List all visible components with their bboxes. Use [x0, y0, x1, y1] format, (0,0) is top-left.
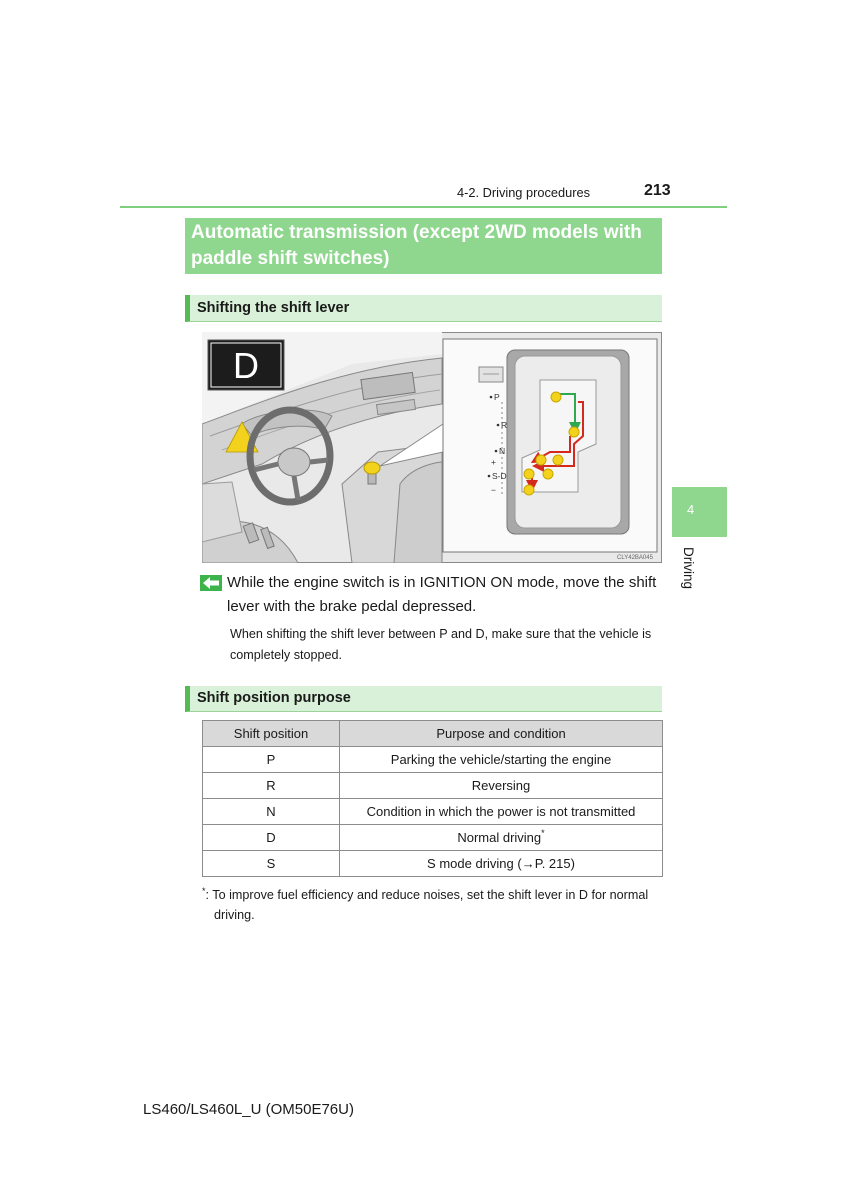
gate-label-plus: +	[491, 457, 496, 467]
chapter-tab	[672, 487, 727, 537]
footnote-text: : To improve fuel efficiency and reduce noises, set the shift lever in D for normal driving.	[205, 888, 649, 922]
gate-dot-p	[551, 392, 561, 402]
table-cell-position: P	[203, 747, 340, 773]
table-row	[203, 851, 663, 877]
table-cell-purpose: Reversing	[340, 773, 663, 799]
table-cell-purpose[interactable]: S mode driving (→P. 215)	[340, 851, 663, 877]
figure-code: CLY42BA045	[617, 555, 653, 561]
table-row	[203, 747, 663, 773]
table-cell-purpose: Condition in which the power is not transmitted	[340, 799, 663, 825]
note-text: When shifting the shift lever between P and D, make sure that the vehicle is completely stopped.	[230, 627, 652, 662]
table-header-row	[203, 721, 663, 747]
page-title: Automatic transmission (except 2WD models with paddle shift switches)	[185, 218, 662, 274]
table-header-position: Shift position	[203, 721, 340, 747]
header-rule	[120, 206, 727, 208]
shift-position-table	[202, 720, 663, 877]
section-heading-purpose: Shift position purpose	[185, 686, 662, 712]
table-cell-position: D	[203, 825, 340, 851]
table-cell-purpose: Parking the vehicle/starting the engine	[340, 747, 663, 773]
instruction-text: While the engine switch is in IGNITION ON mode, move the shift lever with the brake pedal depressed.	[227, 574, 657, 615]
model-footer: LS460/LS460L_U (OM50E76U)	[143, 1101, 354, 1118]
shift-lever-highlight	[364, 462, 380, 474]
gate-dot-r	[569, 427, 579, 437]
gate-label-r: R	[501, 420, 508, 430]
running-header-section: 4-2. Driving procedures	[457, 185, 591, 200]
footnote	[202, 885, 662, 925]
table-cell-position: S	[203, 851, 340, 877]
gate-label-sd: S-D	[492, 471, 507, 481]
steering-spoke-right	[310, 460, 328, 462]
gate-dot-plus	[543, 469, 553, 479]
gate-label-minus: −	[491, 485, 496, 495]
table-cell-position: R	[203, 773, 340, 799]
table-cell-position: N	[203, 799, 340, 825]
gate-label-p: P	[494, 392, 500, 402]
section-heading-shifting: Shifting the shift lever	[185, 295, 662, 322]
steering-hub	[278, 448, 310, 476]
table-cell-purpose-text: Normal driving	[457, 830, 542, 845]
table-header-purpose: Purpose and condition	[340, 721, 663, 747]
figure-illustration	[202, 332, 662, 563]
shift-lever-figure	[202, 332, 662, 563]
shift-gate-inset	[443, 339, 657, 552]
gate-dot-n	[536, 455, 546, 465]
gate-label-n: N	[499, 446, 506, 456]
footnote-mark: *	[202, 886, 206, 896]
table-row	[203, 773, 663, 799]
indicator-box	[208, 340, 284, 390]
table-row	[203, 825, 663, 851]
gate-dot-d	[553, 455, 563, 465]
left-arrow-icon	[200, 575, 222, 591]
table-cell-purpose	[340, 825, 663, 851]
footnote-mark: *	[541, 828, 545, 838]
chapter-label: Driving	[681, 547, 696, 590]
page-number: 213	[644, 182, 671, 199]
table-row	[203, 799, 663, 825]
gate-dot-minus	[524, 485, 534, 495]
chapter-number: 4	[687, 502, 695, 517]
indicator-letter: D	[233, 345, 259, 386]
gate-dot-s	[524, 469, 534, 479]
